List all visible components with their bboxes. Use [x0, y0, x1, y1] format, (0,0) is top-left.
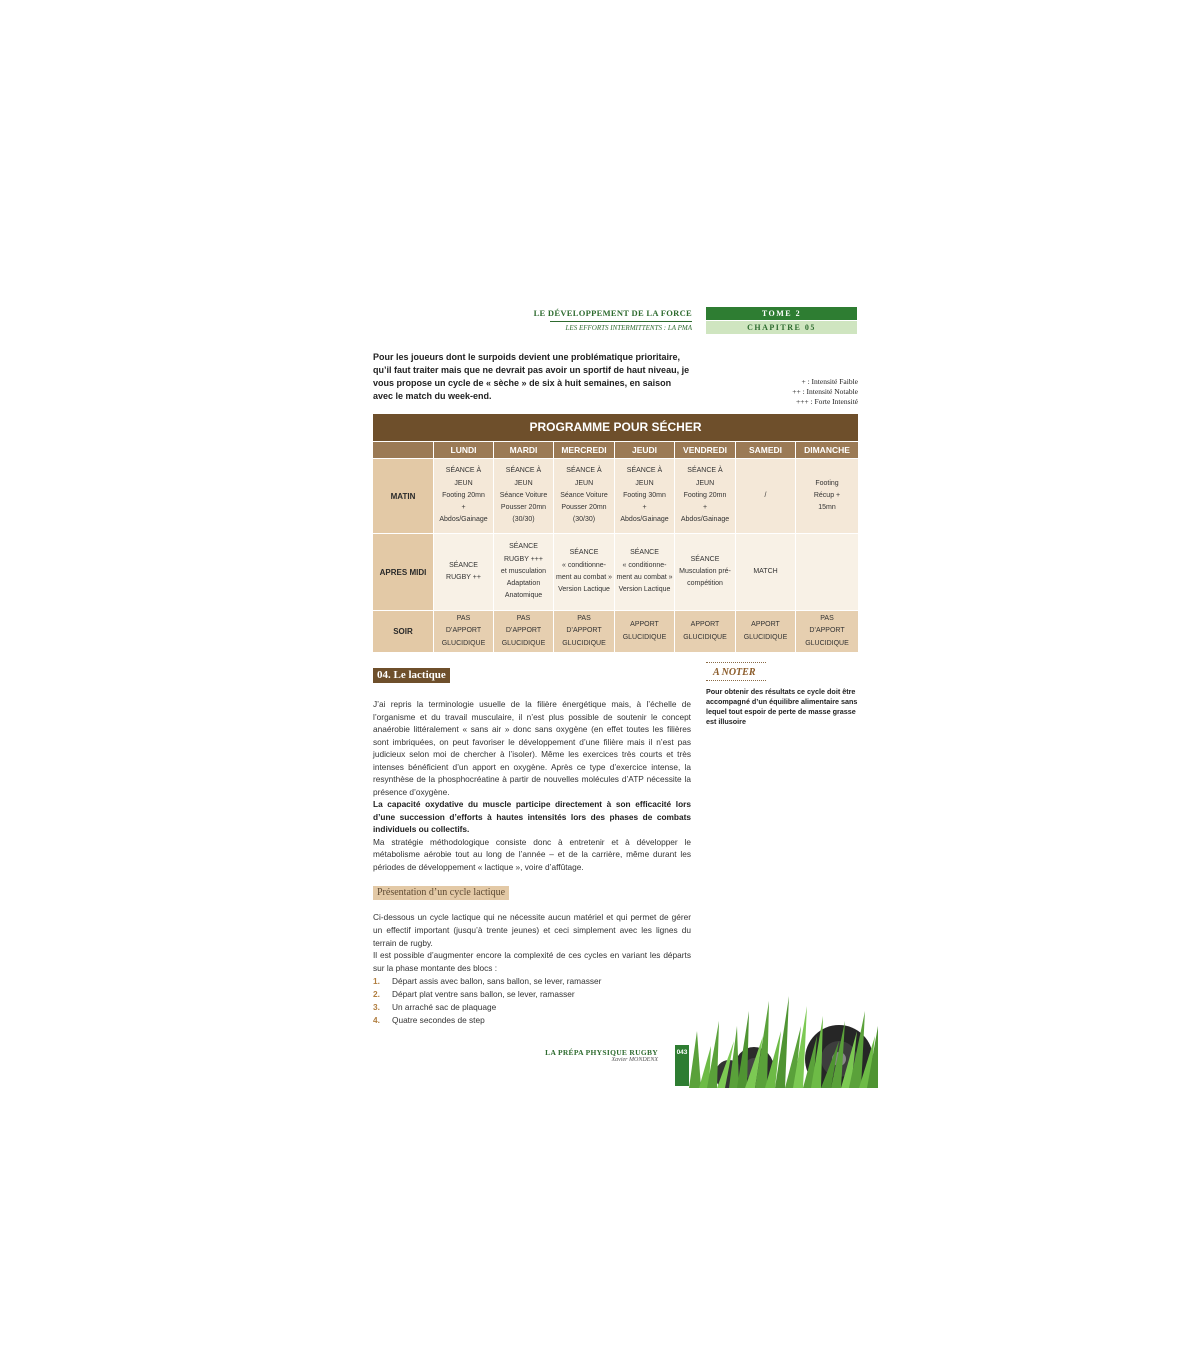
- table-cell: SÉANCE RUGBY +++ et musculation Adaptation Anatomique: [494, 534, 553, 610]
- tome-badge: TOME 2: [706, 307, 857, 320]
- row-label-soir: SOIR: [373, 611, 433, 652]
- table-cell: PAS D’APPORT GLUCIDIQUE: [494, 611, 553, 652]
- list-number: 2.: [373, 988, 380, 999]
- day-header: MARDI: [494, 442, 553, 458]
- list-item: [373, 975, 691, 988]
- chapter-badge: CHAPITRE 05: [706, 321, 857, 334]
- table-cell: SÉANCE À JEUN Séance Voiture Pousser 20mn (30/30): [494, 459, 553, 533]
- table-cell: PAS D’APPORT GLUCIDIQUE: [434, 611, 493, 652]
- intro-paragraph: Pour les joueurs dont le surpoids devient une problématique prioritaire, qu’il faut traiter mais que ne devrait pas avoir un sportif de haut niveau, je vous propose un cycle de « sèche » de six à huit semaines, en saison avec le match du week-end.: [373, 352, 690, 401]
- note-divider: [706, 662, 766, 663]
- table-cell: SÉANCE « conditionne- ment au combat » Version Lactique: [615, 534, 674, 610]
- paragraph: J’ai repris la terminologie usuelle de la filière énergétique mais, à l’échelle de l’organisme et du travail musculaire, il n’est plus possible de soutenir le concept anaérobie littéralement « sans air » donc sans oxygène (en effet toutes les filières sont imbriquées, on peut favoriser le développement d’une filière mais il n’est pas judicieux selon moi de chercher à l’isoler). Même les exercices très courts et très intenses bénéficient d’un apport en oxygène. Après ce type d’exercice intense, la resynthèse de la phosphocréatine à partir de nouvelles molécules d’ATP nécessite la présence d’oxygène.: [373, 699, 691, 797]
- list-number: 3.: [373, 1001, 380, 1012]
- legend-item: ++ : Intensité Notable: [792, 387, 858, 396]
- table-cell: PAS D’APPORT GLUCIDIQUE: [796, 611, 858, 652]
- table-cell: SÉANCE À JEUN Footing 30mn + Abdos/Gainage: [615, 459, 674, 533]
- day-header: LUNDI: [434, 442, 493, 458]
- list-text: Un arraché sac de plaquage: [392, 1001, 497, 1012]
- list-number: 1.: [373, 976, 380, 986]
- footer-author: Xavier MONDENX: [611, 1057, 658, 1063]
- day-header: DIMANCHE: [796, 442, 858, 458]
- day-header: MERCREDI: [554, 442, 614, 458]
- section-heading: 04. Le lactique: [373, 668, 450, 683]
- list-item: [373, 1014, 691, 1027]
- list-text: Quatre secondes de step: [392, 1014, 485, 1025]
- header-subtitle: LES EFFORTS INTERMITTENTS : LA PMA: [565, 324, 692, 332]
- note-divider: [706, 680, 766, 681]
- list-text: Départ assis avec ballon, sans ballon, se lever, ramasser: [392, 976, 602, 986]
- table-cell: /: [736, 459, 795, 533]
- table-cell: SÉANCE À JEUN Séance Voiture Pousser 20mn (30/30): [554, 459, 614, 533]
- list-item: [373, 1001, 691, 1014]
- table-cell: SÉANCE Musculation pré- compétition: [675, 534, 735, 610]
- legend-item: + : Intensité Faible: [801, 377, 858, 386]
- subsection-heading: Présentation d’un cycle lactique: [373, 886, 509, 900]
- table-cell: SÉANCE RUGBY ++: [434, 534, 493, 610]
- table-title: PROGRAMME POUR SÉCHER: [373, 414, 858, 441]
- row-label-apres-midi: APRES MIDI: [373, 534, 433, 610]
- page-number: 043: [675, 1045, 689, 1086]
- bold-paragraph: La capacité oxydative du muscle participe directement à son efficacité lors d’une succession d’efforts à hautes intensités lors des phases de combats individuels ou collectifs.: [373, 799, 691, 834]
- note-title: A NOTER: [713, 667, 756, 678]
- header-title: LE DÉVELOPPEMENT DE LA FORCE: [533, 308, 692, 318]
- day-header: VENDREDI: [675, 442, 735, 458]
- list-item: [373, 988, 691, 1001]
- table-cell: Footing Récup + 15mn: [796, 459, 858, 533]
- table-cell: SÉANCE À JEUN Footing 20mn + Abdos/Gainage: [675, 459, 735, 533]
- table-cell: APPORT GLUCIDIQUE: [675, 611, 735, 652]
- paragraph: Il est possible d’augmenter encore la complexité de ces cycles en variant les départs sur la phase montante des blocs :: [373, 950, 691, 974]
- subsection-body: [373, 911, 691, 975]
- day-header: JEUDI: [615, 442, 674, 458]
- table-cell: MATCH: [736, 534, 795, 610]
- note-text: Pour obtenir des résultats ce cycle doit être accompagné d’un équilibre alimentaire sans lequel tout espoir de perte de masse grasse est illusoire: [706, 687, 858, 726]
- section-body: [373, 698, 691, 873]
- program-table: [373, 414, 858, 652]
- running-header: [534, 308, 692, 332]
- table-cell: SÉANCE À JEUN Footing 20mn + Abdos/Gainage: [434, 459, 493, 533]
- grass-illustration: [689, 991, 878, 1088]
- list-number: 4.: [373, 1014, 380, 1025]
- book-page: [373, 306, 858, 1088]
- paragraph: Ma stratégie méthodologique consiste donc à entretenir et à développer le métabolisme aérobie tout au long de l’année – et de la carrière, même durant les périodes de développement « lactique », voire d’affûtage.: [373, 836, 691, 872]
- header-rule: [550, 321, 692, 322]
- footer-book-title: LA PRÉPA PHYSIQUE RUGBY: [545, 1048, 658, 1057]
- table-cell: [796, 534, 858, 610]
- table-cell: PAS D’APPORT GLUCIDIQUE: [554, 611, 614, 652]
- table-cell: APPORT GLUCIDIQUE: [736, 611, 795, 652]
- table-cell: SÉANCE « conditionne- ment au combat » Version Lactique: [554, 534, 614, 610]
- ordered-list: [373, 975, 691, 1027]
- list-text: Départ plat ventre sans ballon, se lever, ramasser: [392, 988, 575, 999]
- intensity-legend: [792, 377, 858, 407]
- header-corner: [373, 442, 433, 458]
- row-label-matin: MATIN: [373, 459, 433, 533]
- table-cell: APPORT GLUCIDIQUE: [615, 611, 674, 652]
- legend-item: +++ : Forte Intensité: [795, 397, 858, 406]
- day-header: SAMEDI: [736, 442, 795, 458]
- paragraph: Ci-dessous un cycle lactique qui ne nécessite aucun matériel et qui permet de gérer un effectif important (jusqu’à trente jeunes) et ceci simplement avec les lignes du terrain de rugby.: [373, 912, 691, 948]
